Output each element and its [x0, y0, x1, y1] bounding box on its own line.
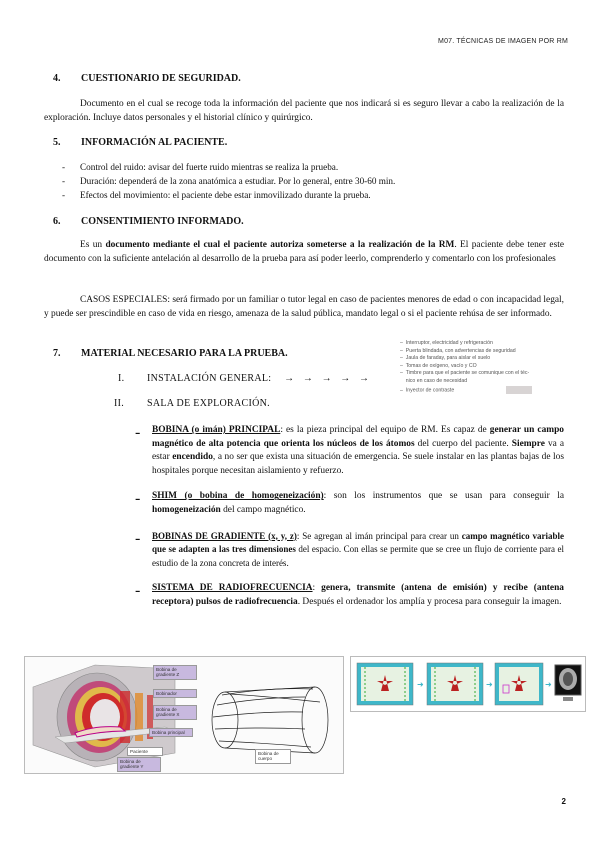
arrows: → → → → → [284, 373, 370, 384]
panel-3 [495, 663, 543, 705]
roman-item-1: I. INSTALACIÓN GENERAL: → → → → → [118, 373, 370, 384]
section-4-heading [53, 73, 241, 84]
list-item: – Jaula de faraday, para aislar el suelo [400, 355, 491, 362]
section-6-paragraph-2: CASOS ESPECIALES: será firmado por un familiar o tutor legal en caso de pacientes menores de edad o con incapacidad legal, y puede ser prescindible en caso de vida en riesgo, amenaza de la salud pública, mandato legal o si el paciente rehúsa de ser informado. [44, 295, 564, 319]
svg-text:➜: ➜ [486, 680, 493, 689]
section-5-heading [53, 137, 227, 148]
section-title: MATERIAL NECESARIO PARA LA PRUEBA. [81, 348, 288, 359]
section-number: 6. [53, 216, 61, 227]
section-title: CONSENTIMIENTO INFORMADO. [81, 216, 244, 227]
list-item: – Puerta blindada, con advertencias de seguridad [400, 347, 516, 354]
label-gradient-y: Bobina de gradiente Y [117, 757, 161, 772]
label-gradient-z: Bobina de gradiente Z [153, 665, 197, 680]
installation-side-list [400, 340, 566, 395]
running-header: M07. TÉCNICAS DE IMAGEN POR RM [438, 38, 568, 45]
list-item: - Control del ruido: avisar del fuerte ruido mientras se realiza la prueba. [62, 162, 339, 172]
list-item: - Duración: dependerá de la zona anatómica a estudiar. Por lo general, entre 30-60 min. [62, 176, 396, 186]
acquisition-sequence-illustration [351, 657, 585, 711]
mri-components-figure [24, 656, 344, 774]
contrast-injector-image [506, 386, 532, 394]
label-main-magnet: Bobina principal [149, 728, 193, 737]
section-number: 5. [53, 137, 61, 148]
list-item: – Tomas de oxígeno, vacío y CO [400, 362, 477, 369]
list-item: – Interruptor, electricidad y refrigeración [400, 340, 493, 346]
svg-text:➜: ➜ [417, 680, 424, 689]
equipment-items [135, 424, 564, 610]
list-item: - SISTEMA DE RADIOFRECUENCIA: genera, transmite (antena de emisión) y recibe (antena receptora) pulsos de radiofrecuencia. Después el ordenador los amplía y procesa para conseguir la imagen. [135, 582, 564, 607]
list-item: nico en caso de necesidad [405, 377, 468, 384]
panel-2 [427, 663, 483, 705]
rf-body-coil [212, 687, 328, 753]
label-shim: Bobinador [153, 689, 197, 698]
section-number: 4. [53, 73, 61, 84]
svg-text:➜: ➜ [545, 680, 552, 689]
list-item: - BOBINA (o imán) PRINCIPAL: es la pieza principal del equipo de RM. Es capaz de generar un campo magnético de alta potencia que orienta los núcleos de los átomos del cuerpo del paciente. Siempre va a estar encendido, a no ser que exista una situación de emergencia. Se suele instalar en las plantas bajas de los hospitales porque necesitan aislamiento y refuerzo. [135, 424, 564, 476]
section-title: INFORMACIÓN AL PACIENTE. [81, 137, 228, 148]
label-gradient-x: Bobina de gradiente X [153, 705, 197, 720]
monitor-icon [555, 665, 581, 701]
section-6-paragraph-1: Es un documento mediante el cual el paciente autoriza someterse a la realización de la RM. El paciente debe tener este documento con la suficiente antelación al desarrollo de la prueba para así poder leerlo, comprenderlo y comentarlo con los profesionales [44, 240, 564, 264]
roman-item-2: II. SALA DE EXPLORACIÓN. [114, 398, 270, 409]
label-body-coil: Bobina de cuerpo [255, 749, 291, 764]
section-4-text: Documento en el cual se recoge toda la información del paciente que nos indicará si es seguro llevar a cabo la realización de la exploración. Incluye datos personales y el historial clínico y quirúrgico. [44, 99, 564, 123]
section-title: CUESTIONARIO DE SEGURIDAD. [81, 73, 241, 84]
list-item: – Inyector de contraste [400, 386, 566, 395]
section-7-heading [53, 348, 288, 359]
list-item: - SHIM (o bobina de homogeneización): son los instrumentos que se usan para conseguir la homogeneización del campo magnético. [135, 490, 564, 515]
label-patient: Paciente [127, 747, 163, 756]
acquisition-sequence-figure [350, 656, 586, 712]
section-number: 7. [53, 348, 61, 359]
list-item: - Efectos del movimiento: el paciente debe estar inmovilizado durante la prueba. [62, 190, 371, 200]
list-item: – Timbre para que el paciente se comunique con el téc- [400, 370, 530, 377]
section-6-heading [53, 216, 244, 227]
panel-1 [357, 663, 413, 705]
list-item: - BOBINAS DE GRADIENTE (x, y, z): Se agregan al imán principal para crear un campo magnético variable que se adapten a las tres dimensiones del espacio. Con ellas se permite que se cree un flujo de corriente para el estudio de la zona concreta de interés. [135, 529, 564, 568]
patient-info-list [62, 160, 562, 202]
page-number: 2 [561, 797, 566, 806]
